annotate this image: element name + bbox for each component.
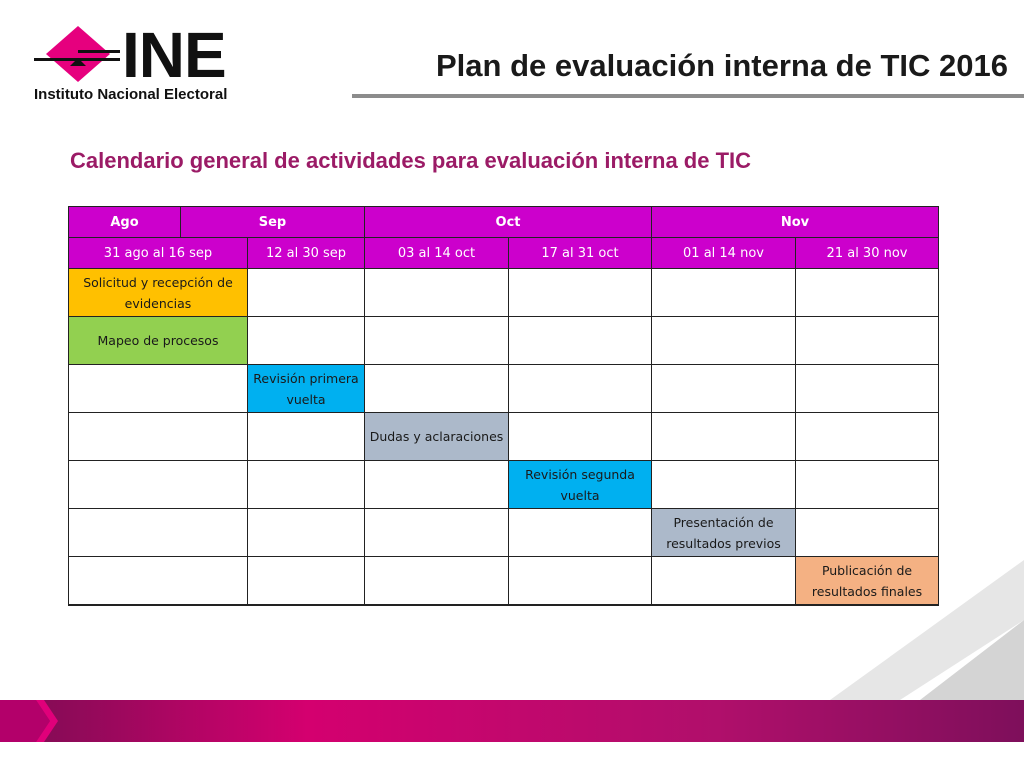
period-header: 17 al 31 oct xyxy=(509,238,652,269)
page-title: Plan de evaluación interna de TIC 2016 xyxy=(436,48,1008,83)
footer-band xyxy=(0,700,1024,742)
activity-cell: Solicitud y recepción de evidencias xyxy=(69,269,248,317)
period-header: 01 al 14 nov xyxy=(652,238,796,269)
activity-cell: Revisión primera vuelta xyxy=(248,365,365,413)
period-header: 03 al 14 oct xyxy=(365,238,509,269)
period-header: 12 al 30 sep xyxy=(248,238,365,269)
activity-cell: Revisión segunda vuelta xyxy=(509,461,652,509)
month-header: Ago xyxy=(69,207,181,238)
period-header: 21 al 30 nov xyxy=(796,238,939,269)
month-header: Nov xyxy=(652,207,939,238)
activity-cell: Mapeo de procesos xyxy=(69,317,248,365)
logo-subtitle: Instituto Nacional Electoral xyxy=(34,86,228,103)
logo-wordmark: INE xyxy=(122,19,226,91)
period-header: 31 ago al 16 sep xyxy=(69,238,248,269)
activity-cell: Publicación de resultados finales xyxy=(796,557,939,606)
activity-cell: Presentación de resultados previos xyxy=(652,509,796,557)
activity-cell: Dudas y aclaraciones xyxy=(365,413,509,461)
section-subtitle: Calendario general de actividades para evaluación interna de TIC xyxy=(70,148,752,173)
month-header: Oct xyxy=(365,207,652,238)
month-header: Sep xyxy=(181,207,365,238)
